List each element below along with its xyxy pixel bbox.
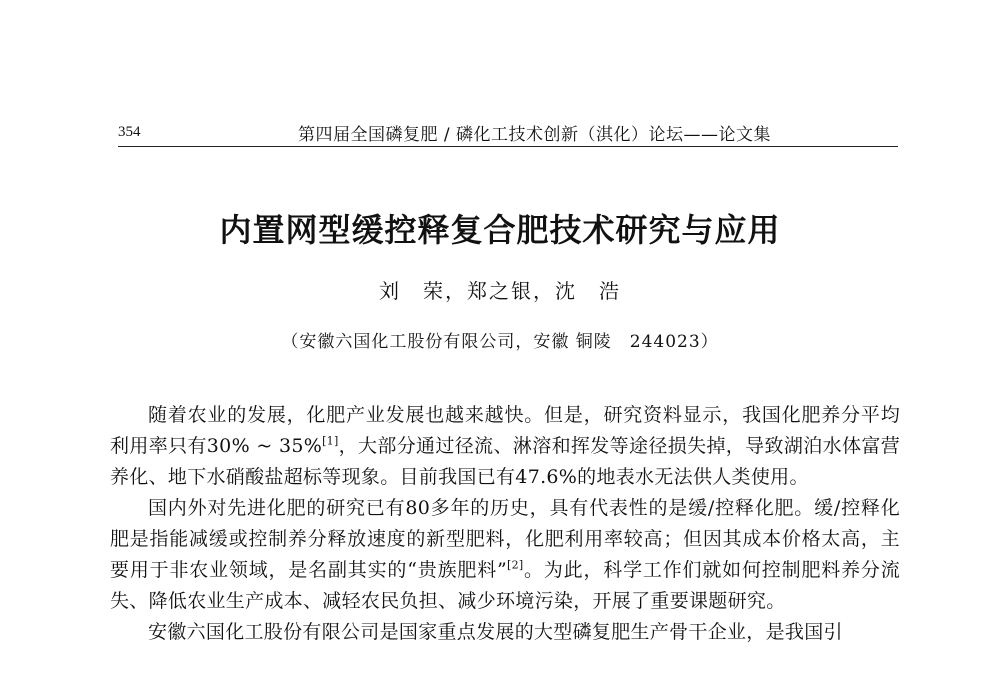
- paragraph-3: 安徽六国化工股份有限公司是国家重点发展的大型磷复肥生产骨干企业，是我国引: [148, 621, 843, 643]
- article-affiliation: （安徽六国化工股份有限公司，安徽 铜陵 244023）: [281, 332, 719, 352]
- running-header: [118, 116, 898, 147]
- paragraph-1-text-a: 随着农业的发展，化肥产业发展也越来越快。但是，研究资料显示，我国化肥养分平均利用率只有30% ~ 35%: [110, 404, 900, 457]
- citation-2: [2]: [507, 558, 524, 572]
- paragraph-1: [110, 400, 900, 493]
- paragraph-2: [110, 493, 900, 617]
- running-title: 第四届全国磷复肥 / 磷化工技术创新（淇化）论坛——论文集: [298, 125, 772, 145]
- article-title: 内置网型缓控释复合肥技术研究与应用: [219, 211, 781, 249]
- page-number: 354: [118, 124, 141, 140]
- paragraph-1-text-b: ，大部分通过径流、淋溶和挥发等途径损失掉，导致湖泊水体富营养化、地下水硝酸盐超标等现象。目前我国已有47.6%的地表水无法供人类使用。: [110, 435, 900, 488]
- paragraph-2-text-a: 国内外对先进化肥的研究已有80多年的历史，具有代表性的是缓/控释化肥。缓/控释化肥是指能减缓或控制养分释放速度的新型肥料，化肥利用率较高；但因其成本价格太高，主要用于非农业领域，是名副其实的“贵族肥料”: [110, 497, 900, 581]
- citation-1: [1]: [322, 434, 339, 448]
- article-authors: 刘 荣，郑之银，沈 浩: [379, 279, 621, 303]
- article-body: [110, 400, 900, 648]
- paragraph-2-text-b: 。为此，科学工作们就如何控制肥料养分流失、降低农业生产成本、减轻农民负担、减少环境污染，开展了重要课题研究。: [110, 559, 900, 612]
